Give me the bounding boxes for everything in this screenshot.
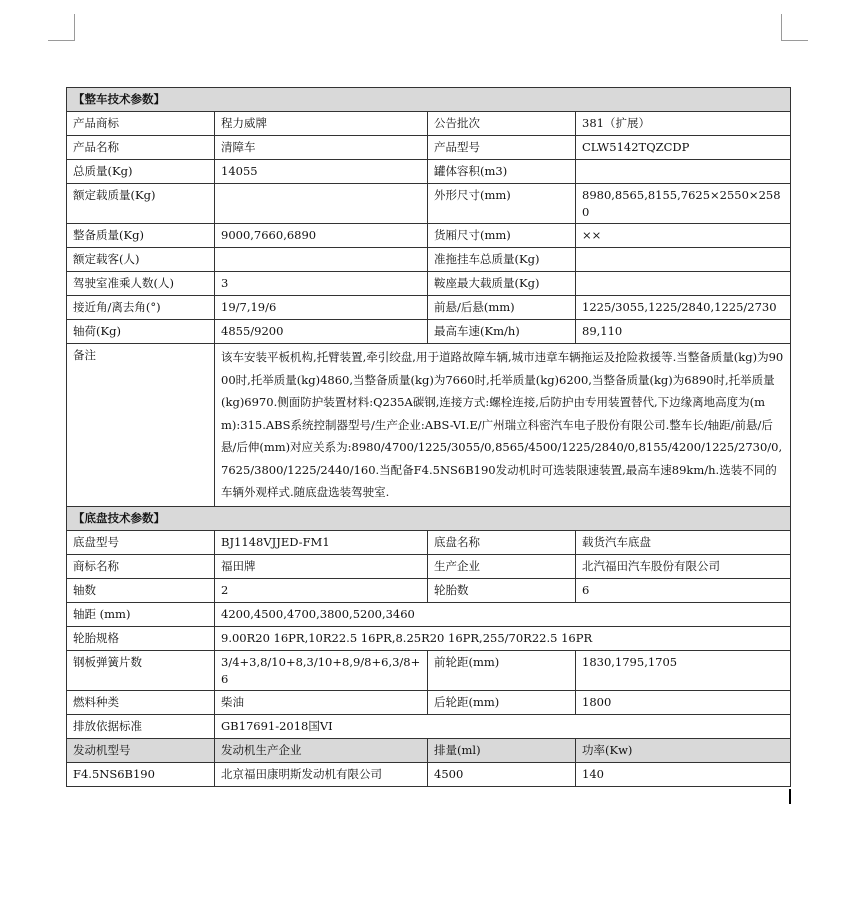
chassis-label-b: 生产企业: [428, 554, 576, 578]
vehicle-label-b: 产品型号: [428, 136, 576, 160]
vehicle-value-a: 4855/9200: [215, 320, 428, 344]
vehicle-row: [67, 160, 791, 184]
emission-value: GB17691-2018国VI: [215, 714, 791, 738]
text-cursor-mark: [789, 789, 791, 804]
vehicle-label-b: 货厢尺寸(mm): [428, 224, 576, 248]
chassis-label-b: 后轮距(mm): [428, 690, 576, 714]
vehicle-row: [67, 248, 791, 272]
vehicle-label-b: 准拖挂车总质量(Kg): [428, 248, 576, 272]
page-corner-mark-top-right: [781, 14, 808, 41]
vehicle-label-a: 驾驶室准乘人数(人): [67, 272, 215, 296]
chassis-label-b: 前轮距(mm): [428, 650, 576, 690]
chassis-value-b: 1830,1795,1705: [576, 650, 791, 690]
vehicle-label-b: 鞍座最大载质量(Kg): [428, 272, 576, 296]
chassis-value-b: 1800: [576, 690, 791, 714]
chassis-span-rows: [67, 602, 791, 650]
chassis-section-title: 【底盘技术参数】: [67, 506, 791, 530]
vehicle-row: [67, 184, 791, 224]
vehicle-label-b: 最高车速(Km/h): [428, 320, 576, 344]
vehicle-value-b: [576, 272, 791, 296]
engine-model: F4.5NS6B190: [67, 762, 215, 786]
vehicle-note: [67, 344, 791, 531]
chassis-value-a: 3/4+3,8/10+8,3/10+8,9/8+6,3/8+6: [215, 650, 428, 690]
vehicle-label-a: 轴荷(Kg): [67, 320, 215, 344]
engine-displacement: 4500: [428, 762, 576, 786]
engine-header-displacement: 排量(ml): [428, 738, 576, 762]
chassis-value-b: 北汽福田汽车股份有限公司: [576, 554, 791, 578]
vehicle-value-b: 1225/3055,1225/2840,1225/2730: [576, 296, 791, 320]
vehicle-value-a: 14055: [215, 160, 428, 184]
vehicle-row: [67, 320, 791, 344]
tire-label: 轮胎规格: [67, 626, 215, 650]
vehicle-label-a: 总质量(Kg): [67, 160, 215, 184]
chassis-label-b: 轮胎数: [428, 578, 576, 602]
chassis-value-b: 6: [576, 578, 791, 602]
vehicle-section-title: 【整车技术参数】: [67, 88, 791, 112]
vehicle-row: [67, 296, 791, 320]
engine-header-model: 发动机型号: [67, 738, 215, 762]
chassis-row: [67, 690, 791, 714]
note-text: 该车安装平板机构,托臂装置,牵引绞盘,用于道路故障车辆,城市违章车辆拖运及抢险救援等.当整备质量(kg)为9000时,托举质量(kg)4860,当整备质量(kg)为7660时,托举质量(kg)6200,当整备质量(kg)为6890时,托举质量(kg)6970.侧面防护装置材料:Q235A碳钢,连接方式:螺栓连接,后防护由专用装置替代,下边缘离地高度为(mm):315.ABS系统控制器型号/生产企业:ABS-VI.E/广州瑞立科密汽车电子股份有限公司.整车长/轴距/前悬/后悬/后伸(mm)对应关系为:8980/4700/1225/3055/0,8565/4500/1225/2840/0,8155/4200/1225/2730/0,7625/3800/1225/2440/160.当配备F4.5NS6B190发动机时可选装限速装置,最高车速89km/h.选装不同的车辆外观样式.随底盘选装驾驶室.: [215, 344, 791, 507]
chassis-row: [67, 650, 791, 690]
vehicle-value-a: 19/7,19/6: [215, 296, 428, 320]
vehicle-label-b: 外形尺寸(mm): [428, 184, 576, 224]
chassis-value-b: 载货汽车底盘: [576, 530, 791, 554]
chassis-row: [67, 554, 791, 578]
vehicle-label-a: 额定载质量(Kg): [67, 184, 215, 224]
engine-power: 140: [576, 762, 791, 786]
vehicle-value-a: [215, 248, 428, 272]
vehicle-value-b: ××: [576, 224, 791, 248]
vehicle-label-a: 产品名称: [67, 136, 215, 160]
engine-maker: 北京福田康明斯发动机有限公司: [215, 762, 428, 786]
vehicle-label-b: 前悬/后悬(mm): [428, 296, 576, 320]
emission-and-engine: [67, 714, 791, 786]
page-corner-mark-top-left: [48, 14, 75, 41]
vehicle-label-a: 产品商标: [67, 112, 215, 136]
vehicle-label-a: 额定载客(人): [67, 248, 215, 272]
chassis-label-a: 燃料种类: [67, 690, 215, 714]
chassis-value-a: 柴油: [215, 690, 428, 714]
vehicle-label-b: 公告批次: [428, 112, 576, 136]
chassis-label-a: 轴数: [67, 578, 215, 602]
vehicle-value-b: [576, 160, 791, 184]
vehicle-row: [67, 224, 791, 248]
chassis-label-a: 钢板弹簧片数: [67, 650, 215, 690]
vehicle-value-b: [576, 248, 791, 272]
vehicle-value-b: 8980,8565,8155,7625×2550×2580: [576, 184, 791, 224]
emission-label: 排放依据标准: [67, 714, 215, 738]
vehicle-label-a: 整备质量(Kg): [67, 224, 215, 248]
vehicle-value-b: CLW5142TQZCDP: [576, 136, 791, 160]
vehicle-row: [67, 272, 791, 296]
note-label: 备注: [67, 344, 215, 507]
chassis-value-a: 福田牌: [215, 554, 428, 578]
vehicle-value-a: [215, 184, 428, 224]
engine-header-maker: 发动机生产企业: [215, 738, 428, 762]
vehicle-label-a: 接近角/离去角(°): [67, 296, 215, 320]
chassis-value-a: BJ1148VJJED-FM1: [215, 530, 428, 554]
chassis-row: [67, 578, 791, 602]
engine-header-power: 功率(Kw): [576, 738, 791, 762]
chassis-row: [67, 530, 791, 554]
chassis-value-a: 2: [215, 578, 428, 602]
vehicle-params: [67, 88, 791, 344]
chassis-label-a: 底盘型号: [67, 530, 215, 554]
vehicle-value-a: 9000,7660,6890: [215, 224, 428, 248]
vehicle-row: [67, 112, 791, 136]
chassis-label-b: 底盘名称: [428, 530, 576, 554]
vehicle-value-b: 381（扩展）: [576, 112, 791, 136]
vehicle-value-b: 89,110: [576, 320, 791, 344]
vehicle-value-a: 程力威牌: [215, 112, 428, 136]
vehicle-row: [67, 136, 791, 160]
vehicle-label-b: 罐体容积(m3): [428, 160, 576, 184]
vehicle-value-a: 清障车: [215, 136, 428, 160]
tire-value: 9.00R20 16PR,10R22.5 16PR,8.25R20 16PR,255/70R22.5 16PR: [215, 626, 791, 650]
chassis-params-more: [67, 650, 791, 714]
chassis-label-a: 商标名称: [67, 554, 215, 578]
chassis-params: [67, 530, 791, 602]
vehicle-value-a: 3: [215, 272, 428, 296]
wheelbase-value: 4200,4500,4700,3800,5200,3460: [215, 602, 791, 626]
wheelbase-label: 轴距 (mm): [67, 602, 215, 626]
spec-table: [66, 87, 791, 787]
